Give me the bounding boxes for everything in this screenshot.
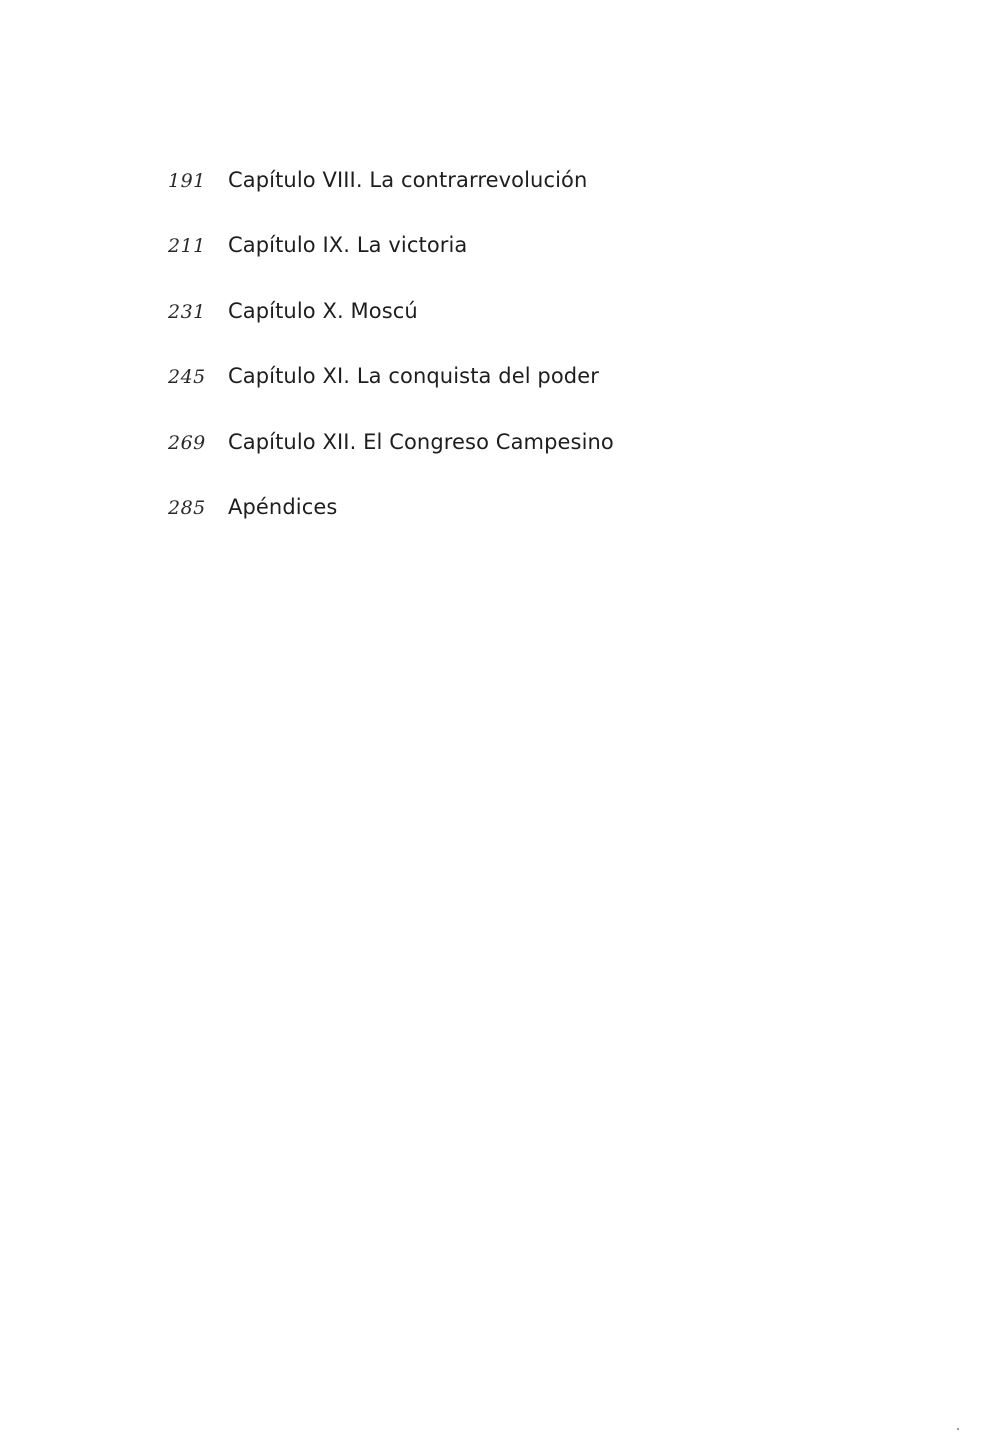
page-mark bbox=[957, 1428, 959, 1430]
toc-entry bbox=[168, 233, 614, 298]
toc-entry bbox=[168, 299, 614, 364]
toc-entry bbox=[168, 430, 614, 495]
toc-entry-title: Capítulo XI. La conquista del poder bbox=[228, 364, 599, 389]
toc-entry-title: Apéndices bbox=[228, 494, 338, 519]
toc-page-number: 191 bbox=[168, 170, 206, 192]
toc-entry-title: Capítulo IX. La victoria bbox=[228, 233, 468, 258]
toc-page-number: 211 bbox=[168, 235, 206, 258]
toc-entry bbox=[168, 495, 614, 560]
toc-entry-title: Capítulo VIII. La contrarrevolución bbox=[228, 168, 588, 192]
toc-entry-title: Capítulo XII. El Congreso Campesino bbox=[228, 429, 614, 454]
toc-page-number: 231 bbox=[168, 300, 206, 323]
toc-entry-title: Capítulo X. Moscú bbox=[228, 298, 418, 323]
table-of-contents bbox=[168, 168, 614, 560]
toc-entry bbox=[168, 168, 614, 233]
toc-entry bbox=[168, 364, 614, 429]
toc-page-number: 269 bbox=[168, 431, 206, 454]
toc-page-number: 245 bbox=[168, 366, 206, 389]
toc-page-number: 285 bbox=[168, 496, 206, 519]
